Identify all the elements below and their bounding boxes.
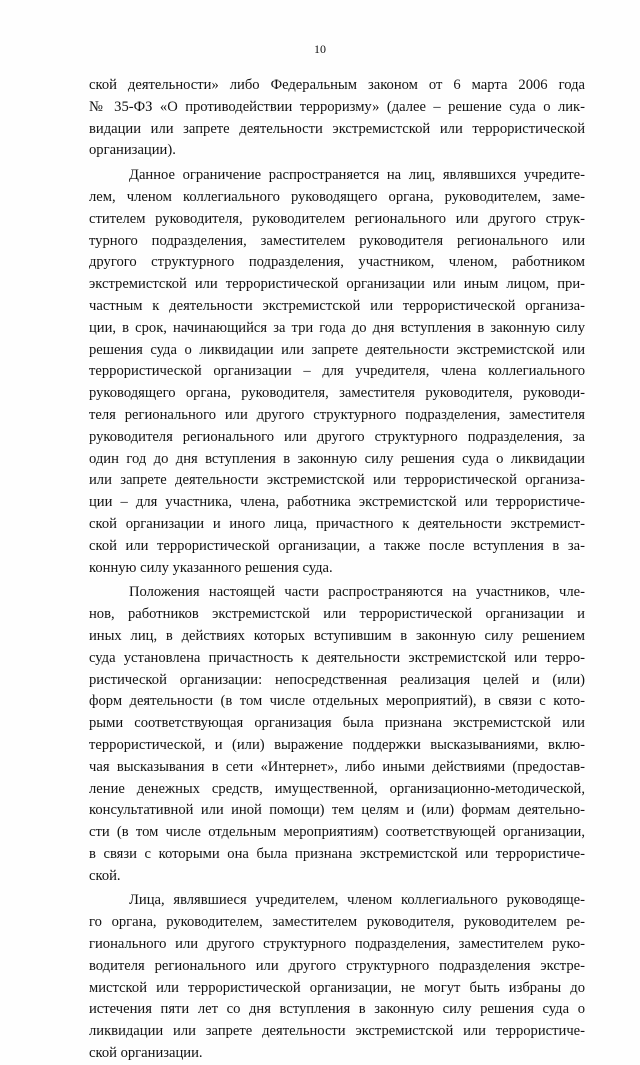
text-line: экстремистской или террористической организации или иным лицом, при- xyxy=(89,276,585,293)
text-line: истечения пяти лет со дня вступления в законную силу решения суда о xyxy=(89,1001,585,1018)
text-line: форм деятельности (в том числе отдельных мероприятий), в связи с кото- xyxy=(89,693,585,710)
text-line: сти (в том числе отдельным мероприятиям) соответствующей организации, xyxy=(89,824,585,841)
text-line: мистской или террористической организации, не могут быть избраны до xyxy=(89,979,585,996)
text-line: № 35-ФЗ «О противодействии терроризму» (далее – решение суда о лик- xyxy=(89,98,585,115)
text-line: ской организации и иного лица, причастного к деятельности экстремист- xyxy=(89,515,585,532)
text-line: руководящего органа, руководителя, заместителя руководителя, руководи- xyxy=(89,385,585,402)
text-line: чая высказывания в сети «Интернет», либо иными действиями (предостав- xyxy=(89,758,585,775)
text-line: Положения настоящей части распространяются на участников, чле- xyxy=(129,584,585,601)
text-line: ристической организации: непосредственная реализация целей и (или) xyxy=(89,671,585,688)
text-line: рыми соответствующая организация была признана экстремистской или xyxy=(89,715,585,732)
text-line: в связи с которыми она была признана экстремистской или террористиче- xyxy=(89,845,585,862)
text-line: террористической, и (или) выражение поддержки высказываниями, вклю- xyxy=(89,736,585,753)
paragraph-3 xyxy=(89,582,585,887)
text-line: ции – для участника, члена, работника экстремистской или террористиче- xyxy=(89,494,585,511)
text-line: организации). xyxy=(89,142,176,159)
document-body xyxy=(89,75,585,1065)
text-line: Данное ограничение распространяется на лиц, являвшихся учредите- xyxy=(129,167,585,184)
text-line: теля регионального или другого структурного подразделения, заместителя xyxy=(89,406,585,423)
text-line: го органа, руководителем, заместителем руководителя, руководителем ре- xyxy=(89,914,585,931)
text-line: ление денежных средств, имущественной, организационно-методической, xyxy=(89,780,585,797)
text-line: террористической организации – для учредителя, члена коллегиального xyxy=(89,363,585,380)
text-line: ской или террористической организации, а также после вступления в за- xyxy=(89,537,585,554)
text-line: видации или запрете деятельности экстремистской или террористической xyxy=(89,120,585,137)
text-line: Лица, являвшиеся учредителем, членом коллегиального руководяще- xyxy=(129,892,585,909)
text-line: решения суда о ликвидации или запрете деятельности экстремистской или xyxy=(89,341,585,358)
paragraph-2 xyxy=(89,165,585,579)
text-line: ской. xyxy=(89,867,121,884)
paragraph-4 xyxy=(89,890,585,1064)
text-line: нов, работников экстремистской или террористической организации и xyxy=(89,606,585,623)
text-line: руководителя регионального или другого структурного подразделения, за xyxy=(89,428,585,445)
text-line: гионального или другого структурного подразделения, заместителем руко- xyxy=(89,936,585,953)
text-line: частным к деятельности экстремистской или террористической организа- xyxy=(89,297,585,314)
text-line: конную силу указанного решения суда. xyxy=(89,559,333,576)
text-line: суда установлена причастность к деятельности экстремистской или терро- xyxy=(89,649,585,666)
text-line: ликвидации или запрете деятельности экстремистской или террористиче- xyxy=(89,1023,585,1040)
text-line: один год до дня вступления в законную силу решения суда о ликвидации xyxy=(89,450,585,467)
text-line: турного подразделения, заместителем руководителя регионального или xyxy=(89,232,585,249)
text-line: консультативной или иной помощи) тем целям и (или) формам деятельно- xyxy=(89,802,585,819)
text-line: водителя регионального или другого структурного подразделения экстре- xyxy=(89,957,585,974)
text-line: стителем руководителя, руководителем регионального или другого струк- xyxy=(89,210,585,227)
text-line: или запрете деятельности экстремистской или террористической организа- xyxy=(89,472,585,489)
text-line: другого структурного подразделения, участником, членом, работником xyxy=(89,254,585,271)
text-line: лем, членом коллегиального руководящего органа, руководителем, заме- xyxy=(89,188,585,205)
paragraph-1 xyxy=(89,75,585,162)
page-number: 10 xyxy=(314,42,326,56)
text-line: ции, в срок, начинающийся за три года до дня вступления в законную силу xyxy=(89,319,585,336)
text-line: ской организации. xyxy=(89,1045,203,1062)
text-line: иных лиц, в действиях которых вступившим в законную силу решением xyxy=(89,627,585,644)
text-line: ской деятельности» либо Федеральным законом от 6 марта 2006 года xyxy=(89,77,585,93)
